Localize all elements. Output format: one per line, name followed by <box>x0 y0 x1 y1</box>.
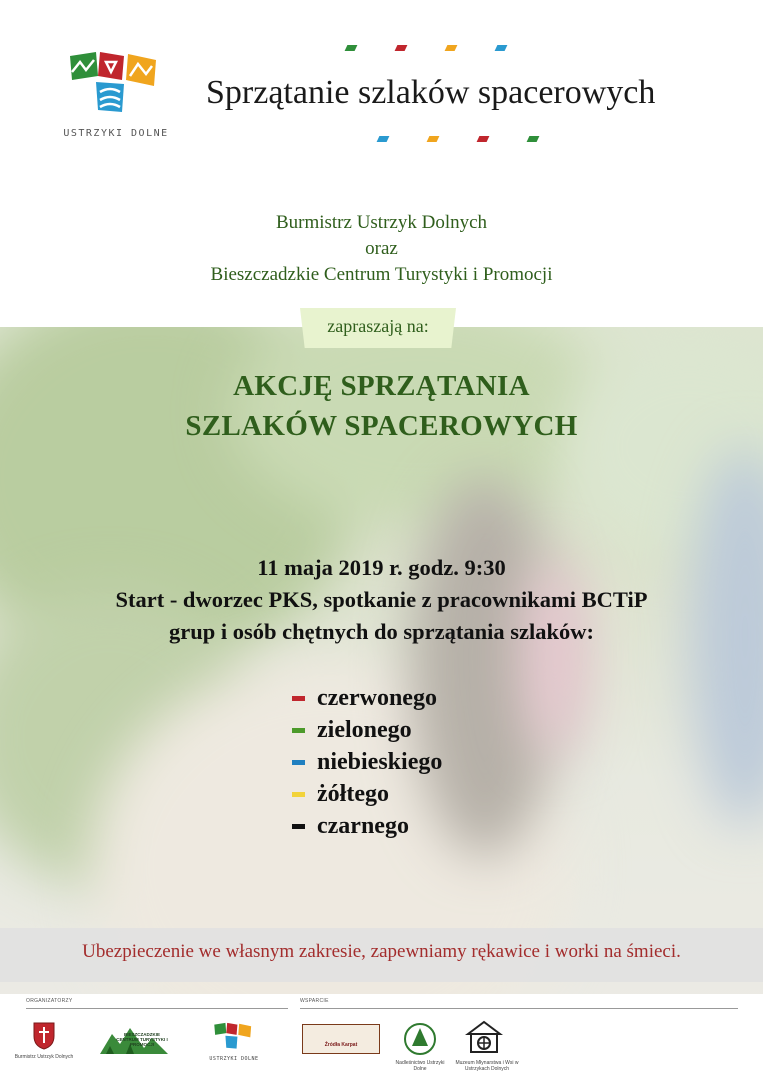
trail-label: zielonego <box>317 716 412 743</box>
organizer-line: oraz <box>365 238 398 259</box>
logo-caption: Nadleśnictwo Ustrzyki Dolne <box>395 1060 445 1072</box>
coat-of-arms-icon <box>33 1022 55 1050</box>
trail-color-mark <box>292 728 305 733</box>
accent-dash <box>395 45 408 51</box>
mill-icon <box>462 1018 506 1058</box>
association-badge-icon <box>302 1024 380 1054</box>
logo-caption: USTRZYKI DOLNE <box>209 1056 259 1062</box>
trail-item <box>292 683 437 713</box>
headline-line: SZLAKÓW SPACEROWYCH <box>185 410 578 442</box>
trail-item <box>292 779 389 809</box>
accent-dash <box>445 45 458 51</box>
partners-label: WSPARCIE <box>300 998 329 1004</box>
trail-color-mark <box>292 696 305 701</box>
accent-dash <box>477 136 490 142</box>
trail-color-mark <box>292 792 305 797</box>
logo-caption: USTRZYKI DOLNE <box>63 128 169 139</box>
event-groups: grup i osób chętnych do sprzątania szlaków: <box>168 619 595 644</box>
accent-dash <box>495 45 508 51</box>
trail-label: żółtego <box>317 780 389 807</box>
trail-label: czarnego <box>317 812 409 839</box>
footer-rule <box>26 1008 288 1009</box>
accent-dash <box>377 136 390 142</box>
notice-text: Ubezpieczenie we własnym zakresie, zapewniamy rękawice i worki na śmieci. <box>82 941 681 962</box>
event-start: Start - dworzec PKS, spotkanie z pracownikami BCTiP <box>115 587 648 612</box>
accent-dash <box>345 45 358 51</box>
trail-color-mark <box>292 824 305 829</box>
organizer-line: Burmistrz Ustrzyk Dolnych <box>275 212 488 233</box>
footer-rule <box>300 1008 738 1009</box>
logo-caption: Źródła Karpat <box>324 1042 358 1048</box>
trail-color-mark <box>292 760 305 765</box>
trail-label: niebieskiego <box>317 748 443 775</box>
trail-item <box>292 747 442 777</box>
invite-text: zapraszają na: <box>327 316 429 336</box>
accent-dash <box>427 136 440 142</box>
city-logo-icon <box>212 1022 256 1052</box>
accent-dash <box>527 136 540 142</box>
headline-line: AKCJĘ SPRZĄTANIA <box>233 370 530 402</box>
trail-item <box>292 715 412 745</box>
organizer-line: Bieszczadzkie Centrum Turystyki i Promocji <box>210 264 553 285</box>
page-title: Sprzątanie szlaków spacerowych <box>206 74 656 111</box>
footer <box>0 994 763 1080</box>
event-date-time: 11 maja 2019 r. godz. 9:30 <box>257 555 506 580</box>
forest-service-icon <box>402 1022 438 1056</box>
logo-caption: BIESZCZADZKIE CENTRUM TURYSTYKI I PROMOCJI <box>116 1032 168 1047</box>
trail-label: czerwonego <box>317 684 437 711</box>
logo-caption: Burmistrz Ustrzyk Dolnych <box>14 1054 74 1060</box>
trail-item <box>292 811 409 841</box>
logo-caption: Muzeum Młynarstwa i Wsi w Ustrzykach Dolnych <box>455 1060 519 1072</box>
organizers-label: ORGANIZATORZY <box>26 998 73 1004</box>
